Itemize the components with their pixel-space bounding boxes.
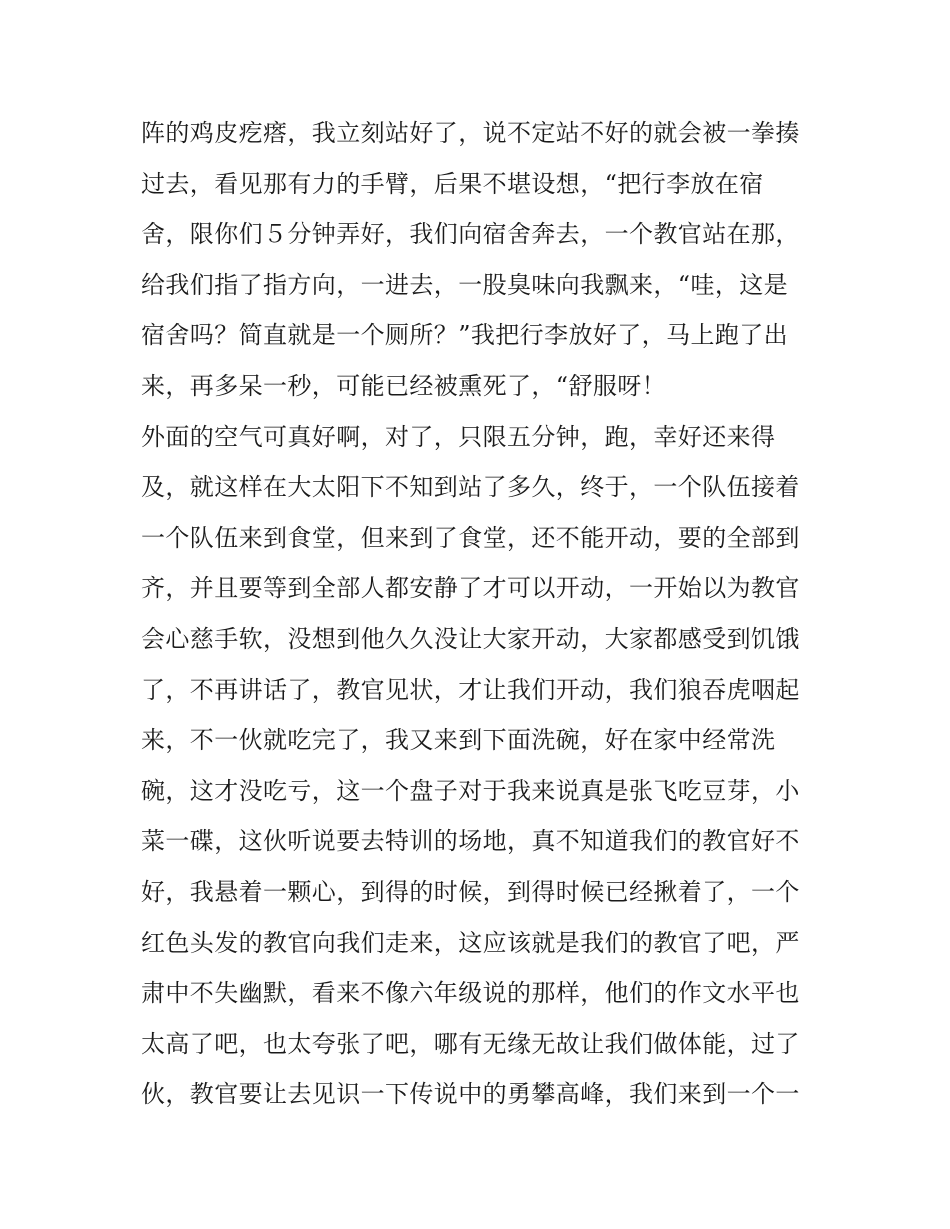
text-line-20: 伙，教官要让去见识一下传说中的勇攀高峰，我们来到一个一 xyxy=(141,1080,800,1109)
text-line-15: 菜一碟，这伙听说要去特训的场地，真不知道我们的教官好不 xyxy=(141,827,800,856)
text-line-8: 及，就这样在大太阳下不知到站了多久，终于，一个队伍接着 xyxy=(141,473,800,502)
text-line-12: 了，不再讲话了，教官见状，才让我们开动，我们狼吞虎咽起 xyxy=(141,675,800,704)
text-line-14: 碗，这才没吃亏，这一个盘子对于我来说真是张飞吃豆芽，小 xyxy=(141,776,800,805)
text-line-10: 齐，并且要等到全部人都安静了才可以开动，一开始以为教官 xyxy=(141,574,800,603)
text-line-6: 来，再多呆一秒，可能已经被熏死了，“舒服呀！ xyxy=(141,371,667,400)
text-line-5: 宿舍吗？简直就是一个厕所？”我把行李放好了，马上跑了出 xyxy=(141,321,789,350)
text-line-1: 阵的鸡皮疙瘩，我立刻站好了，说不定站不好的就会被一拳揍 xyxy=(141,119,800,147)
text-line-19: 太高了吧，也太夸张了吧，哪有无缘无故让我们做体能，过了 xyxy=(141,1029,800,1058)
document-body-text xyxy=(141,108,821,1120)
text-line-13: 来，不一伙就吃完了，我又来到下面洗碗，好在家中经常洗 xyxy=(141,726,776,755)
text-line-11: 会心慈手软，没想到他久久没让大家开动，大家都感受到饥饿 xyxy=(141,624,800,653)
text-line-3: 舍，限你们５分钟弄好，我们向宿舍奔去，一个教官站在那， xyxy=(141,220,800,249)
text-line-17: 红色头发的教官向我们走来，这应该就是我们的教官了吧，严 xyxy=(141,928,800,957)
text-line-9: 一个队伍来到食堂，但来到了食堂，还不能开动，要的全部到 xyxy=(141,523,800,552)
text-line-7: 外面的空气可真好啊，对了，只限五分钟，跑，幸好还来得 xyxy=(141,422,776,451)
text-line-4: 给我们指了指方向，一进去，一股臭味向我飘来，“哇，这是 xyxy=(141,270,789,299)
text-line-18: 肃中不失幽默，看来不像六年级说的那样，他们的作文水平也 xyxy=(141,979,800,1008)
text-line-16: 好，我悬着一颗心，到得的时候，到得时候已经揪着了，一个 xyxy=(141,877,800,906)
text-line-2: 过去，看见那有力的手臂，后果不堪设想，“把行李放在宿 xyxy=(141,169,764,198)
